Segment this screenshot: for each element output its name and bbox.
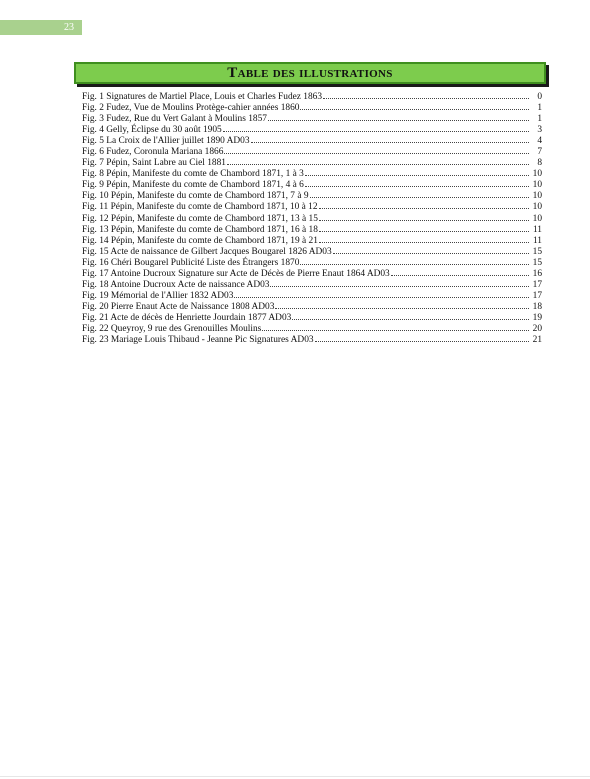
toc-entry[interactable] bbox=[82, 257, 542, 268]
toc-title-box bbox=[74, 62, 546, 84]
toc-entry[interactable] bbox=[82, 135, 542, 146]
toc-dot-leader bbox=[268, 113, 529, 121]
toc-entry-page: 7 bbox=[537, 147, 542, 158]
toc-entry-label: Fig. 17 Antoine Ducroux Signature sur Acte de Décès de Pierre Enaut 1864 AD03 bbox=[82, 268, 390, 279]
toc-dot-leader bbox=[234, 290, 529, 298]
toc-entry-label: Fig. 13 Pépin, Manifeste du comte de Chambord 1871, 16 à 18 bbox=[82, 224, 318, 235]
toc-dot-leader bbox=[251, 135, 529, 143]
page-bottom-divider bbox=[0, 776, 590, 777]
toc-dot-leader bbox=[227, 157, 529, 165]
toc-dot-leader bbox=[262, 323, 529, 331]
toc-entry-page: 10 bbox=[532, 191, 542, 202]
toc-entry[interactable] bbox=[82, 235, 542, 246]
toc-entry-label: Fig. 14 Pépin, Manifeste du comte de Chambord 1871, 19 à 21 bbox=[82, 235, 318, 246]
toc-entry-label: Fig. 10 Pépin, Manifeste du comte de Chambord 1871, 7 à 9 bbox=[82, 191, 309, 202]
illustrations-list bbox=[82, 91, 542, 345]
toc-entry-label: Fig. 23 Mariage Louis Thibaud - Jeanne Pic Signatures AD03 bbox=[82, 335, 314, 346]
toc-entry-label: Fig. 5 La Croix de l'Allier juillet 1890 AD03 bbox=[82, 136, 250, 147]
toc-entry-page: 0 bbox=[537, 92, 542, 102]
toc-entry[interactable] bbox=[82, 146, 542, 157]
toc-entry[interactable] bbox=[82, 91, 542, 102]
toc-entry[interactable] bbox=[82, 168, 542, 179]
toc-entry-page: 3 bbox=[537, 125, 542, 136]
toc-entry-page: 16 bbox=[532, 268, 542, 279]
toc-entry-page: 10 bbox=[532, 169, 542, 180]
toc-dot-leader bbox=[224, 146, 529, 154]
toc-entry-label: Fig. 11 Pépin, Manifeste du comte de Chambord 1871, 10 à 12 bbox=[82, 202, 318, 213]
toc-entry[interactable] bbox=[82, 312, 542, 323]
toc-entry[interactable] bbox=[82, 179, 542, 190]
toc-dot-leader bbox=[223, 124, 529, 132]
toc-entry-label: Fig. 1 Signatures de Martiel Place, Louis et Charles Fudez 1863 bbox=[82, 92, 323, 102]
toc-entry-label: Fig. 20 Pierre Enaut Acte de Naissance 1808 AD03 bbox=[82, 301, 275, 312]
toc-entry[interactable] bbox=[82, 124, 542, 135]
toc-entry-page: 18 bbox=[532, 301, 542, 312]
toc-dot-leader bbox=[315, 334, 529, 342]
toc-entry[interactable] bbox=[82, 224, 542, 235]
toc-entry-page: 15 bbox=[532, 257, 542, 268]
toc-entry-label: Fig. 7 Pépin, Saint Labre au Ciel 1881 bbox=[82, 158, 226, 169]
toc-dot-leader bbox=[275, 301, 529, 309]
toc-entry[interactable] bbox=[82, 113, 542, 124]
toc-entry[interactable] bbox=[82, 301, 542, 312]
toc-dot-leader bbox=[305, 168, 529, 176]
toc-entry-page: 20 bbox=[532, 323, 542, 334]
toc-dot-leader bbox=[391, 268, 529, 276]
toc-title: Table des illustrations bbox=[227, 65, 393, 81]
toc-dot-leader bbox=[323, 91, 529, 99]
toc-dot-leader bbox=[270, 279, 529, 287]
toc-dot-leader bbox=[319, 213, 529, 221]
toc-entry[interactable] bbox=[82, 213, 542, 224]
toc-entry-label: Fig. 22 Queyroy, 9 rue des Grenouilles Moulins bbox=[82, 323, 262, 334]
toc-entry-label: Fig. 18 Antoine Ducroux Acte de naissance AD03 bbox=[82, 279, 270, 290]
toc-dot-leader bbox=[333, 246, 529, 254]
toc-entry-label: Fig. 3 Fudez, Rue du Vert Galant à Moulins 1857 bbox=[82, 114, 267, 125]
toc-entry[interactable] bbox=[82, 190, 542, 201]
toc-entry-page: 10 bbox=[532, 202, 542, 213]
toc-entry[interactable] bbox=[82, 246, 542, 257]
toc-entry[interactable] bbox=[82, 323, 542, 334]
page-number-tab bbox=[0, 20, 82, 35]
toc-entry-page: 17 bbox=[532, 279, 542, 290]
toc-dot-leader bbox=[319, 224, 529, 232]
toc-entry-page: 17 bbox=[532, 290, 542, 301]
toc-entry-page: 1 bbox=[537, 114, 542, 125]
toc-dot-leader bbox=[300, 102, 529, 110]
toc-entry-page: 10 bbox=[532, 213, 542, 224]
toc-dot-leader bbox=[319, 201, 529, 209]
toc-dot-leader bbox=[319, 235, 529, 243]
toc-dot-leader bbox=[292, 312, 529, 320]
toc-entry-label: Fig. 9 Pépin, Manifeste du comte de Chambord 1871, 4 à 6 bbox=[82, 180, 304, 191]
toc-entry-label: Fig. 2 Fudez, Vue de Moulins Protège-cahier années 1860 bbox=[82, 103, 300, 114]
toc-entry[interactable] bbox=[82, 201, 542, 212]
toc-dot-leader bbox=[310, 190, 529, 198]
toc-entry-label: Fig. 21 Acte de décès de Henriette Jourdain 1877 AD03 bbox=[82, 312, 292, 323]
page-number: 23 bbox=[64, 22, 74, 33]
toc-entry-label: Fig. 12 Pépin, Manifeste du comte de Chambord 1871, 13 à 15 bbox=[82, 213, 318, 224]
toc-entry-page: 10 bbox=[532, 180, 542, 191]
toc-entry-page: 11 bbox=[532, 235, 542, 246]
toc-entry-page: 8 bbox=[537, 158, 542, 169]
toc-entry[interactable] bbox=[82, 279, 542, 290]
toc-entry-label: Fig. 8 Pépin, Manifeste du comte de Chambord 1871, 1 à 3 bbox=[82, 169, 304, 180]
toc-entry-label: Fig. 6 Fudez, Coronula Mariana 1866 bbox=[82, 147, 224, 158]
toc-entry[interactable] bbox=[82, 102, 542, 113]
toc-entry[interactable] bbox=[82, 268, 542, 279]
toc-entry-label: Fig. 15 Acte de naissance de Gilbert Jacques Bougarel 1826 AD03 bbox=[82, 246, 332, 257]
toc-dot-leader bbox=[305, 179, 529, 187]
toc-entry-page: 11 bbox=[532, 224, 542, 235]
toc-entry-page: 15 bbox=[532, 246, 542, 257]
toc-entry-page: 21 bbox=[532, 335, 542, 346]
toc-entry-label: Fig. 16 Chéri Bougarel Publicité Liste des Étrangers 1870 bbox=[82, 257, 300, 268]
toc-entry-page: 1 bbox=[537, 103, 542, 114]
toc-entry-page: 19 bbox=[532, 312, 542, 323]
toc-entry-label: Fig. 4 Gelly, Éclipse du 30 août 1905 bbox=[82, 125, 222, 136]
toc-entry-label: Fig. 19 Mémorial de l'Allier 1832 AD03 bbox=[82, 290, 234, 301]
toc-entry[interactable] bbox=[82, 290, 542, 301]
toc-entry[interactable] bbox=[82, 334, 542, 345]
toc-entry-page: 4 bbox=[537, 136, 542, 147]
toc-entry[interactable] bbox=[82, 157, 542, 168]
toc-dot-leader bbox=[300, 257, 529, 265]
